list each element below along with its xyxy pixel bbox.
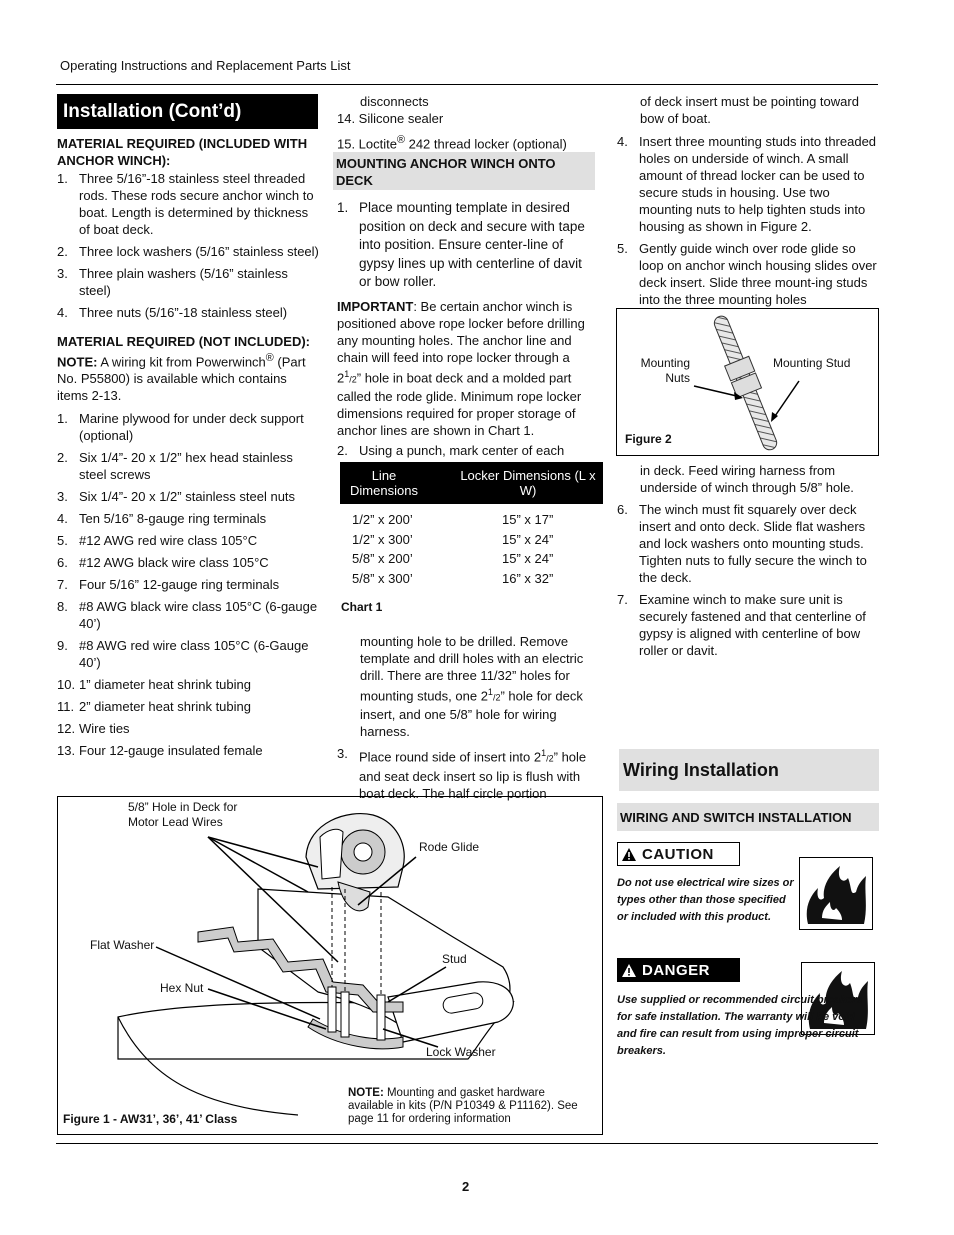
figure-2-caption: Figure 2 (625, 432, 672, 446)
chart-1-caption: Chart 1 (341, 600, 383, 614)
note-text-a: A wiring kit from Powerwinch (97, 354, 266, 370)
column-2 (337, 93, 597, 152)
mount-step-5: 5. Gently guide winch over rode glide so loop on anchor winch housing slides over deck insert. Slide three mount-ing studs into the three mounting holes (617, 241, 877, 307)
list-item (57, 532, 319, 549)
list-item (57, 554, 319, 571)
list-item-text: Three plain washers (5/16” stainless steel) (79, 266, 288, 298)
chart-cell-line: 1/2” x 300’ (352, 531, 413, 547)
list-item-number: 5. (57, 533, 68, 549)
figure-1 (57, 796, 603, 1135)
list-item-text: #8 AWG black wire class 105°C (6-gauge 40’) (79, 599, 318, 632)
fig1-note-text: Mounting and gasket hardware available in kits (P/N P10349 & P11162). See page 11 for ordering information (348, 1087, 578, 1125)
header-rule (56, 84, 878, 85)
fig1-note-label: NOTE: (348, 1087, 384, 1099)
fig1-label-stud: Stud (442, 952, 467, 966)
section-title-installation: Installation (Cont’d) (57, 94, 318, 129)
fig1-label-lock-washer: Lock Washer (426, 1045, 496, 1059)
list-item (57, 510, 319, 527)
mount-step-6: 6. The winch must fit squarely over deck insert and onto deck. Slide flat washers and lock washers onto mounting studs. Tighten nuts to fully secure the winch to the deck. (617, 502, 867, 585)
item-13-continuation: disconnects (360, 94, 429, 109)
fire-icon (799, 857, 873, 930)
list-item-text: Ten 5/16” 8-gauge ring terminals (79, 511, 267, 527)
mat-included-list (57, 170, 319, 321)
fig2-label-stud: Mounting Stud (773, 356, 851, 370)
step-3-continuation: of deck insert must be pointing toward bow of boat. (640, 94, 859, 126)
mat-not-included-title: MATERIAL REQUIRED (NOT INCLUDED): (57, 334, 311, 349)
list-item (57, 637, 319, 671)
chart-row (352, 532, 592, 552)
list-item-number: 3. (57, 266, 68, 281)
list-item-number: 2. (57, 450, 68, 466)
fig1-label-rode-glide: Rode Glide (419, 840, 480, 854)
caution-badge (617, 842, 740, 866)
fig2-label-nuts: Mounting Nuts (640, 356, 690, 385)
mount-step-2: 2. Using a punch, mark center of each (337, 442, 565, 458)
list-item-number: 4. (57, 511, 68, 527)
list-item (57, 243, 319, 260)
important-label: IMPORTANT (337, 298, 414, 314)
frac-num: 1 (344, 368, 350, 379)
chart-1-header (340, 462, 603, 504)
mat-included-title: MATERIAL REQUIRED (INCLUDED WITH ANCHOR WINCH): (57, 136, 308, 168)
important-b: ” hole in boat deck and a molded part called the rode glide. Minimum rope locker dimensions required for proper storage of anchor lines are shown in Chart 1. (337, 369, 582, 438)
list-item-text: Marine plywood for under deck support (optional) (79, 411, 304, 444)
list-item-number: 9. (57, 638, 68, 654)
mounting-title: MOUNTING ANCHOR WINCH ONTO DECK (333, 152, 595, 190)
list-item (57, 698, 319, 715)
fig1-label-hole: 5/8” Hole in Deck for Motor Lead Wires (128, 800, 238, 829)
warning-triangle-icon (622, 848, 636, 861)
list-item (57, 488, 319, 505)
chart-cell-locker: 15” x 24” (502, 531, 554, 547)
list-item (57, 742, 319, 759)
item-15 (337, 132, 597, 152)
list-item (57, 265, 319, 299)
list-item-number: 10. (57, 677, 76, 693)
list-item-number: 6. (57, 555, 68, 571)
chart-row (352, 551, 592, 571)
danger-badge (617, 958, 740, 982)
list-item-text: Six 1/4”- 20 x 1/2” stainless steel nuts (79, 489, 296, 505)
list-item-text: #12 AWG red wire class 105°C (79, 533, 258, 549)
column-3-top (617, 93, 879, 313)
chart-head-line: Line Dimensions (350, 468, 418, 498)
danger-text: Use supplied or recommended circuit breakers for safe installation. The warranty will be void and fire can result from using improper circuit breakers. (617, 994, 863, 1057)
fig1-label-hex-nut: Hex Nut (160, 981, 204, 995)
footer-rule (56, 1143, 878, 1144)
chart-cell-locker: 16” x 32” (502, 570, 554, 586)
fire-icon-drawing (800, 858, 872, 929)
list-item-text: Four 12-gauge insulated female (79, 743, 263, 759)
important-paragraph (337, 298, 595, 439)
note-label: NOTE: (57, 354, 98, 370)
caution-label: CAUTION (642, 845, 714, 863)
danger-label: DANGER (642, 961, 711, 979)
mount-step-1: 1. Place mounting template in desired position on deck and secure with tape into position. Ensure center-line of gypsy lines up with centerline of davit or bow roller. (337, 200, 585, 289)
list-item-text: Four 5/16” 12-gauge ring terminals (79, 577, 280, 593)
mat-not-included-list (57, 410, 319, 759)
item-15-b: 242 thread locker (optional) (404, 136, 567, 152)
list-item-text: Six 1/4”- 20 x 1/2” hex head stainless steel screws (79, 450, 293, 483)
mount-step-3: 3. Place round side of insert into $2^1/2$” hole and seat deck insert so lip is flush with boat deck. The half circle portion (337, 746, 587, 801)
page-number: 2 (462, 1179, 470, 1194)
chart-cell-line: 1/2” x 200’ (352, 512, 413, 527)
column-3-mid (617, 462, 879, 664)
item-14: 14. Silicone sealer (337, 111, 444, 126)
list-item-text: 2” diameter heat shrink tubing (79, 699, 251, 715)
list-item (57, 410, 319, 444)
column-1 (57, 135, 319, 764)
figure-1-drawing (58, 797, 602, 1134)
list-item-text: Three lock washers (5/16” stainless steel) (79, 244, 319, 259)
chart-head-locker: Locker Dimensions (L x W) (460, 468, 596, 498)
list-item-text: #8 AWG red wire class 105°C (6-Gauge 40’) (79, 638, 309, 671)
list-item-text: 1” diameter heat shrink tubing (79, 677, 251, 693)
chart-row (352, 571, 592, 591)
mounting-steps (337, 199, 595, 464)
list-item-text: Three nuts (5/16”-18 stainless steel) (79, 305, 288, 320)
list-item-number: 13. (57, 743, 76, 759)
figure-1-caption: Figure 1 - AW31’, 36’, 41’ Class (63, 1112, 238, 1126)
frac-den: /2 (349, 373, 357, 384)
list-item (57, 720, 319, 737)
list-item-number: 7. (57, 577, 68, 593)
list-item (57, 170, 319, 238)
mount-step-4: 4. Insert three mounting studs into threaded holes on underside of winch. A small amount of thread locker can be used to secure studs in housing. Use two mounting nuts to help tighten studs into housing as shown in Figure 2. (617, 134, 877, 234)
list-item-number: 12. (57, 721, 76, 737)
list-item-number: 3. (57, 489, 68, 505)
step-5-continuation: in deck. Feed wiring harness from underside of winch through 5/8” hole. (640, 463, 854, 495)
fig1-note (348, 1087, 588, 1126)
list-item (57, 598, 319, 632)
wiring-installation-title: Wiring Installation (619, 749, 879, 791)
mount-step-7: 7. Examine winch to make sure unit is securely fastened and that centerline of gypsy is aligned with centerline of bow roller or davit. (617, 592, 866, 658)
list-item-number: 4. (57, 305, 68, 320)
chart-cell-line: 5/8” x 200’ (352, 551, 413, 566)
list-item-text: Wire ties (79, 721, 130, 737)
item-15-reg: ® (397, 134, 405, 146)
registered-mark: ® (265, 352, 274, 364)
list-item (57, 449, 319, 483)
mounting-steps-cont (337, 633, 595, 807)
list-item-number: 1. (57, 171, 68, 186)
chart-row (352, 512, 592, 532)
list-item-text: Three 5/16”-18 stainless steel threaded rods. These rods secure anchor winch to boat. Length is determined by thickness of boat deck. (79, 171, 314, 237)
list-item (57, 676, 319, 693)
list-item-number: 8. (57, 599, 68, 615)
list-item-number: 11. (57, 699, 75, 715)
chart-cell-locker: 15” x 17” (502, 512, 554, 527)
list-item-text: #12 AWG black wire class 105°C (79, 555, 269, 571)
fig1-label-flat-washer: Flat Washer (90, 938, 155, 952)
document-header: Operating Instructions and Replacement Parts List (60, 58, 351, 73)
list-item (57, 576, 319, 593)
step-2-continuation: mounting hole to be drilled. Remove template and drill holes with an electric drill. There are three 11/32” holes for mounting studs, one $2^1/2$” hole for deck insert, and one 5/8” hole for wiring harness. (360, 634, 584, 740)
chart-cell-locker: 15” x 24” (502, 551, 554, 566)
chart-1-rows (352, 512, 592, 590)
list-item-number: 1. (57, 411, 68, 427)
list-item (57, 304, 319, 321)
warning-triangle-icon-white (622, 964, 636, 977)
chart-cell-line: 5/8” x 300’ (352, 570, 413, 586)
wiring-switch-subtitle: WIRING AND SWITCH INSTALLATION (617, 803, 879, 831)
item-15-a: 15. Loctite (337, 136, 397, 152)
list-item-number: 2. (57, 244, 68, 259)
note-text-b: (Part No. P55800) is available which contains items 2-13. (57, 354, 306, 404)
wiring-kit-note (57, 350, 319, 404)
caution-text: Do not use electrical wire sizes or types other than those specified or included with this product. (617, 877, 794, 923)
figure-2 (616, 308, 879, 456)
important-a: : Be certain anchor winch is positioned above rope locker before drilling any mounting holes. The anchor line and chain will feed into rope locker through a 2 (337, 298, 585, 385)
